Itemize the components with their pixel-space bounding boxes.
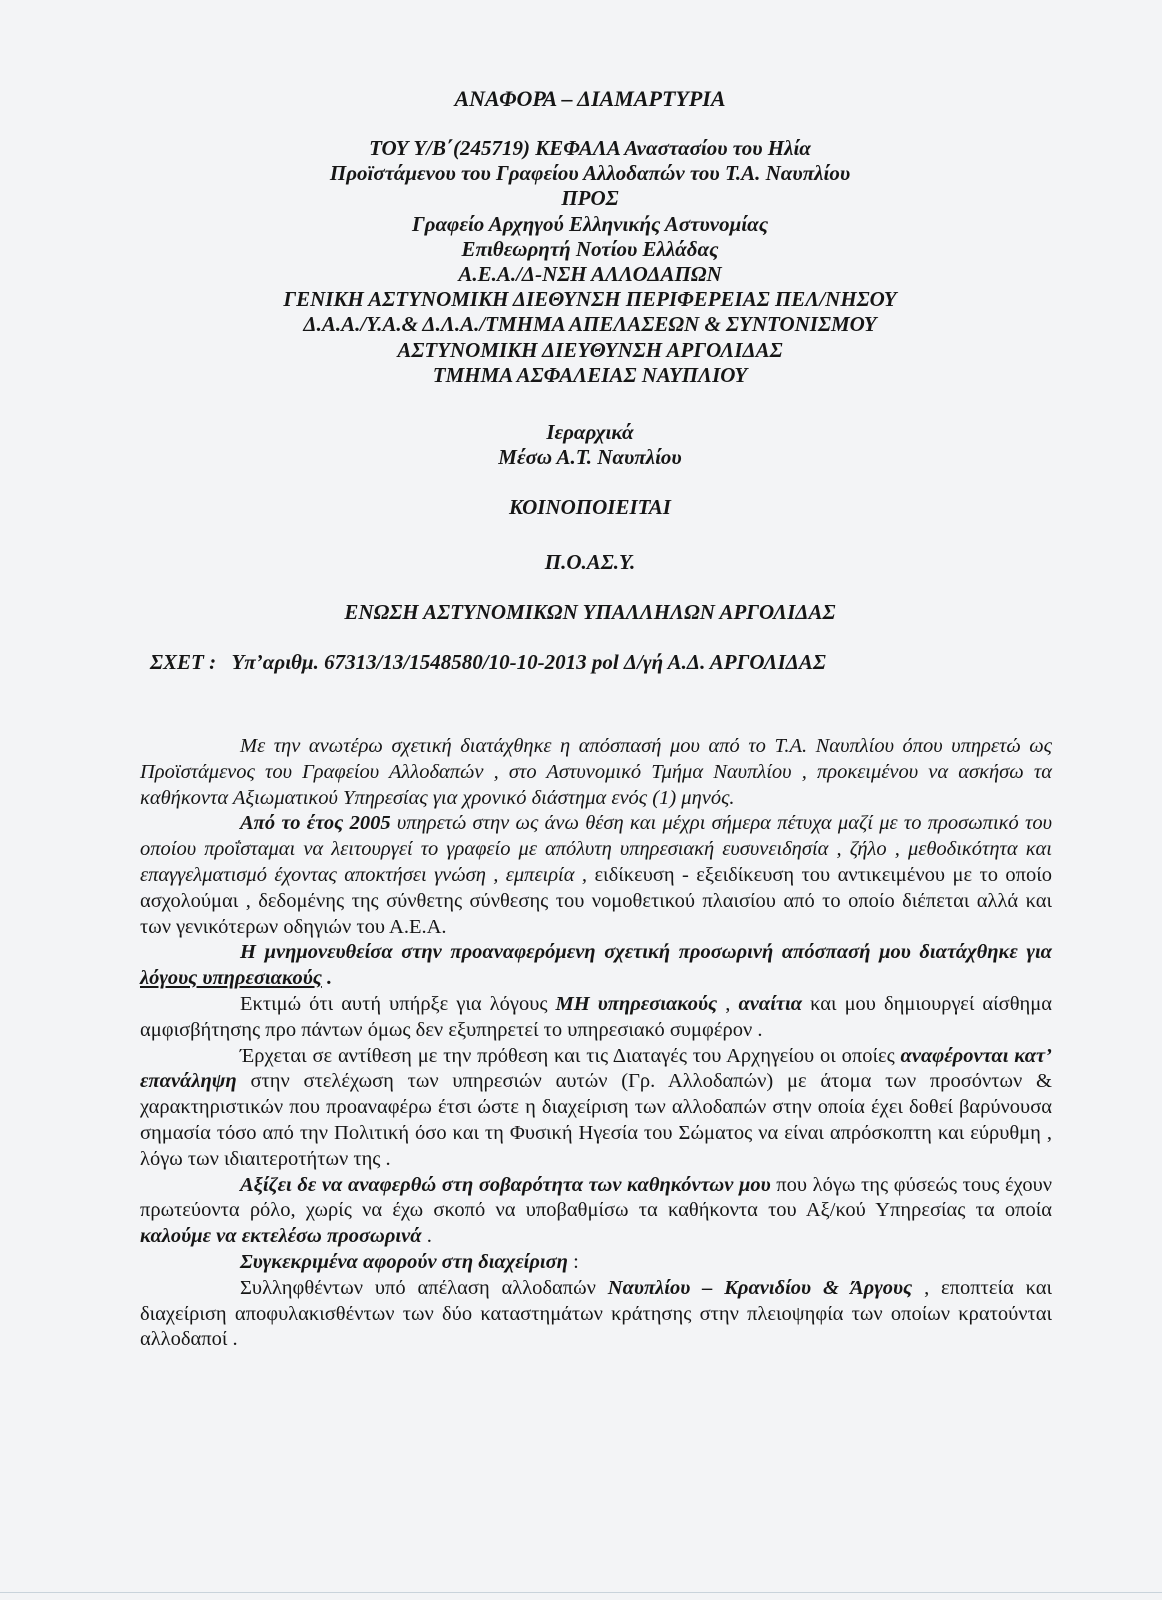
recipient-6: ΑΣΤΥΝΟΜΙΚΗ ΔΙΕΥΘΥΝΣΗ ΑΡΓΟΛΙΔΑΣ [397, 337, 783, 362]
sender-line-1: ΤΟΥ Υ/Β΄(245719) ΚΕΦΑΛΑ Αναστασίου του Ηλία [369, 136, 811, 160]
sender-block [190, 136, 990, 388]
paragraph-7-bold: Συγκεκριμένα αφορούν στη διαχείριση [240, 1250, 568, 1273]
paragraph-2-italic: υπηρετώ στην ως άνω θέση και μέχρι σήμερα πέτυχα μαζί με το προσωπικό του οποίου προΐσταμαι να λειτουργεί το γραφείο με απόλυτη υπηρεσιακή ευσυνειδησία , ζήλο , μεθοδικότητα και επαγγελματισμό έχοντας αποκτήσει γνώση , εμπειρία , [140, 812, 1052, 886]
paragraph-2 [140, 811, 1052, 940]
paragraph-4-c: , [717, 992, 739, 1015]
cc-recipient-2: ΕΝΩΣΗ ΑΣΤΥΝΟΜΙΚΩΝ ΥΠΑΛΛΗΛΩΝ ΑΡΓΟΛΙΔΑΣ [344, 600, 836, 624]
recipient-1: Γραφείο Αρχηγού Ελληνικής Αστυνομίας [411, 211, 769, 236]
recipient-3: Α.Ε.Α./Δ-ΝΣΗ ΑΛΛΟΔΑΠΩΝ [458, 262, 722, 287]
paragraph-8-a: Συλληφθέντων υπό απέλαση αλλοδαπών [240, 1276, 608, 1299]
paragraph-2-plain: ειδίκευση - εξειδίκευση του αντικειμένου με το οποίο ασχολούμαι , δεδομένης της σύνθετης σύνθεσης του νομοθετικού πλαισίου από το οποίο διέπεται αλλά και των γενικότερων οδηγιών του Α.Ε.Α. [140, 863, 1052, 938]
document-title: ΑΝΑΦΟΡΑ – ΔΙΑΜΑΡΤΥΡΙΑ [454, 86, 726, 111]
paragraph-7 [140, 1250, 1052, 1276]
paragraph-8-bold: Ναυπλίου – Κρανιδίου & Άργους [607, 1276, 913, 1299]
reference-text: Υπ’αριθμ. 67313/13/1548580/10-10-2013 pol Δ/γή Α.Δ. ΑΡΓΟΛΙΔΑΣ [231, 650, 826, 674]
hierarchy-block [190, 420, 990, 470]
paragraph-6-end: . [421, 1225, 432, 1248]
page-bottom-rule [0, 1592, 1162, 1593]
paragraph-6 [140, 1173, 1052, 1250]
paragraph-4-a: Εκτιμώ ότι αυτή υπήρξε για λόγους [240, 992, 556, 1015]
paragraph-4 [140, 992, 1052, 1044]
paragraph-8 [140, 1276, 1052, 1353]
paragraph-6-a: που λόγω της φύσεώς τους έχουν πρωτεύοντα ρόλο, χωρίς να έχω σκοπό να υποβαθμίσω τα καθήκοντα του Αξ/κού Υπηρεσίας τα οποία [140, 1173, 1052, 1222]
paragraph-4-bold-2: αναίτια [738, 992, 803, 1015]
reference-line [150, 650, 890, 675]
paragraph-7-end: : [567, 1250, 579, 1273]
paragraph-3-end: . [321, 967, 333, 990]
paragraph-8-c: , εποπτεία και διαχείριση αποφυλακισθέντων των δύο καταστημάτων κράτησης στην πλειοψηφία των οποίων κρατούνται αλλοδαποί . [140, 1276, 1052, 1351]
hierarchy-line-1: Ιεραρχικά [546, 420, 634, 444]
paragraph-3-underlined: λόγους υπηρεσιακούς [140, 967, 322, 990]
recipient-7: ΤΜΗΜΑ ΑΣΦΑΛΕΙΑΣ ΝΑΥΠΛΙΟΥ [432, 362, 748, 387]
paragraph-4-d: και μου δημιουργεί αίσθημα αμφισβήτησης προ πάντων όμως δεν εξυπηρετεί το υπηρεσιακό συμφέρον . [140, 992, 1052, 1041]
recipient-2: Επιθεωρητή Νοτίου Ελλάδας [461, 236, 719, 261]
cc-recipient-1: Π.Ο.ΑΣ.Υ. [544, 550, 636, 574]
cc-label: ΚΟΙΝΟΠΟΙΕΙΤΑΙ [509, 495, 671, 519]
paragraph-6-bold-1: Αξίζει δε να αναφερθώ στη σοβαρότητα των καθηκόντων μου [240, 1173, 771, 1196]
hierarchy-line-2: Μέσω Α.Τ. Ναυπλίου [498, 445, 682, 470]
reference-label: ΣΧΕΤ : [150, 650, 217, 674]
sender-line-2: Προϊστάμενου του Γραφείου Αλλοδαπών του Τ.Α. Ναυπλίου [329, 161, 851, 186]
paragraph-2-bold: Από το έτος 2005 [240, 812, 391, 835]
paragraph-5 [140, 1044, 1052, 1173]
paragraph-1: Με την ανωτέρω σχετική διατάχθηκε η απόσπασή μου από το Τ.Α. Ναυπλίου όπου υπηρετώ ως Προϊστάμενος του Γραφείου Αλλοδαπών , στο Αστυνομικό Τμήμα Ναυπλίου , προκειμένου να ασκήσω τα καθήκοντα Αξιωματικού Υπηρεσίας για χρονικό διάστημα ενός (1) μηνός. [140, 735, 1052, 809]
paragraph-3-bold: Η μνημονευθείσα στην προαναφερόμενη σχετική προσωρινή απόσπασή μου διατάχθηκε για [240, 941, 1052, 964]
recipient-5: Δ.Α.Α./Υ.Α.& Δ.Λ.Α./ΤΜΗΜΑ ΑΠΕΛΑΣΕΩΝ & ΣΥΝΤΟΝΙΣΜΟΥ [303, 312, 877, 337]
to-label: ΠΡΟΣ [561, 186, 619, 211]
paragraph-5-c: στην στελέχωση των υπηρεσιών αυτών (Γρ. Αλλοδαπών) με άτομα των προσόντων & χαρακτηριστικών που προαναφέρω έτσι ώστε η διαχείριση των αλλοδαπών στην οποία έχει δοθεί βαρύνουσα σημασία τόσο από την Πολιτική όσο και τη Φυσική Ηγεσία του Σώματος να είναι απρόσκοπτη και εύρυθμη , λόγω των ιδιαιτεροτήτων της . [140, 1070, 1052, 1170]
paragraph-5-a: Έρχεται σε αντίθεση με την πρόθεση και τις Διαταγές του Αρχηγείου οι οποίες [240, 1044, 901, 1067]
letter-body [140, 734, 1052, 1353]
recipient-4: ΓΕΝΙΚΗ ΑΣΤΥΝΟΜΙΚΗ ΔΙΕΘΥΝΣΗ ΠΕΡΙΦΕΡΕΙΑΣ ΠΕΛ/ΝΗΣΟΥ [283, 287, 897, 312]
paragraph-4-bold-1: ΜΗ υπηρεσιακούς [555, 992, 718, 1015]
paragraph-6-bold-2: καλούμε να εκτελέσω προσωρινά [140, 1225, 422, 1248]
paragraph-5-bold: αναφέρονται κατ’ επανάληψη [140, 1044, 1052, 1093]
paragraph-3 [140, 940, 1052, 992]
